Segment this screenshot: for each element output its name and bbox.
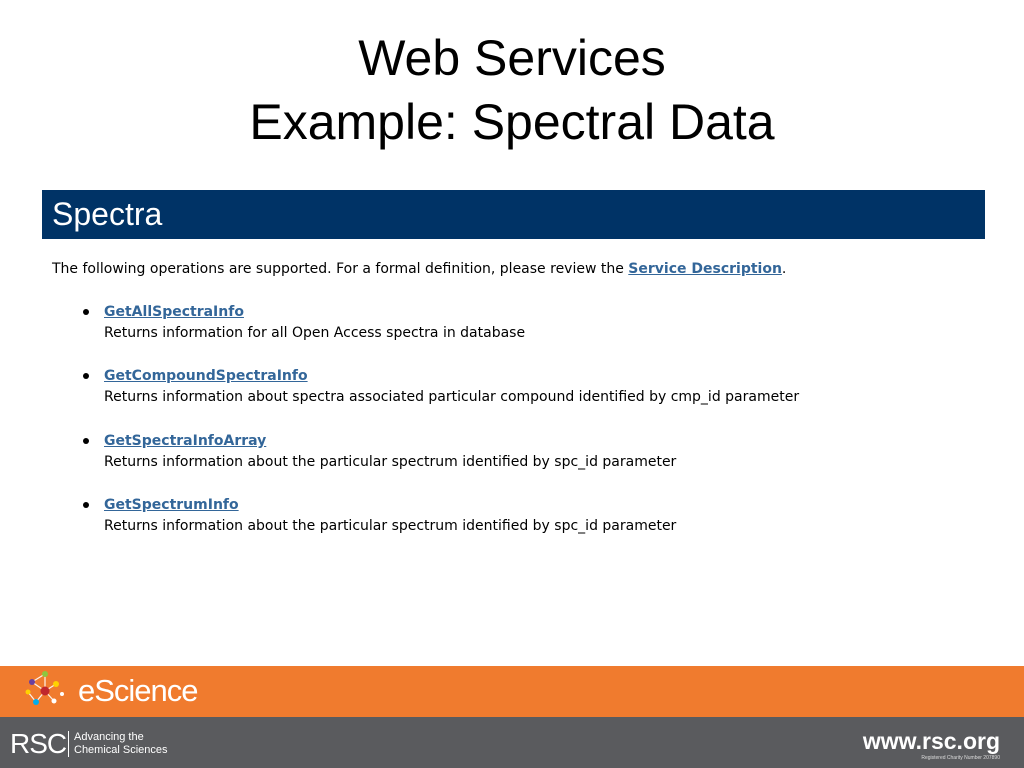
operation-description: Returns information about the particular spectrum identified by spc_id parameter [104,454,677,470]
bullet-dot-icon [83,309,89,315]
intro-text [52,259,786,279]
rsc-logo-mark: RSC [10,728,67,759]
list-item [0,495,1024,539]
operation-description: Returns information about spectra associated particular compound identified by cmp_id parameter [104,389,800,405]
operation-link-get-spectra-info-array[interactable]: GetSpectraInfoArray [104,433,267,449]
intro-prefix: The following operations are supported. For a formal definition, please review the [52,261,629,277]
operation-link-get-all-spectra-info[interactable]: GetAllSpectraInfo [104,304,244,320]
slide-title-line2: Example: Spectral Data [249,94,775,150]
escience-label: eScience [78,673,198,708]
slide-title-line1: Web Services [358,30,666,86]
charity-number: Registered Charity Number 207890 [921,755,1000,761]
bullet-dot-icon [83,373,89,379]
list-item [0,366,1024,410]
list-item [0,302,1024,346]
slide-title [0,26,1024,154]
bullet-dot-icon [83,438,89,444]
bullet-dot-icon [83,502,89,508]
rsc-tagline-line1: Advancing the [74,731,144,743]
operation-link-get-spectrum-info[interactable]: GetSpectrumInfo [104,497,239,513]
rsc-tagline [74,731,194,757]
rsc-tagline-line2: Chemical Sciences [74,744,168,756]
list-item [0,431,1024,475]
molecule-network-icon [22,668,68,714]
operation-description: Returns information for all Open Access spectra in database [104,325,526,341]
rsc-website-url: www.rsc.org [862,728,1000,754]
operation-link-get-compound-spectra-info[interactable]: GetCompoundSpectraInfo [104,368,308,384]
service-description-link[interactable]: Service Description [628,261,782,277]
spectra-header: Spectra [42,190,985,239]
rsc-logo-divider [68,731,69,757]
intro-suffix: . [781,261,787,277]
operation-description: Returns information about the particular spectrum identified by spc_id parameter [104,518,677,534]
